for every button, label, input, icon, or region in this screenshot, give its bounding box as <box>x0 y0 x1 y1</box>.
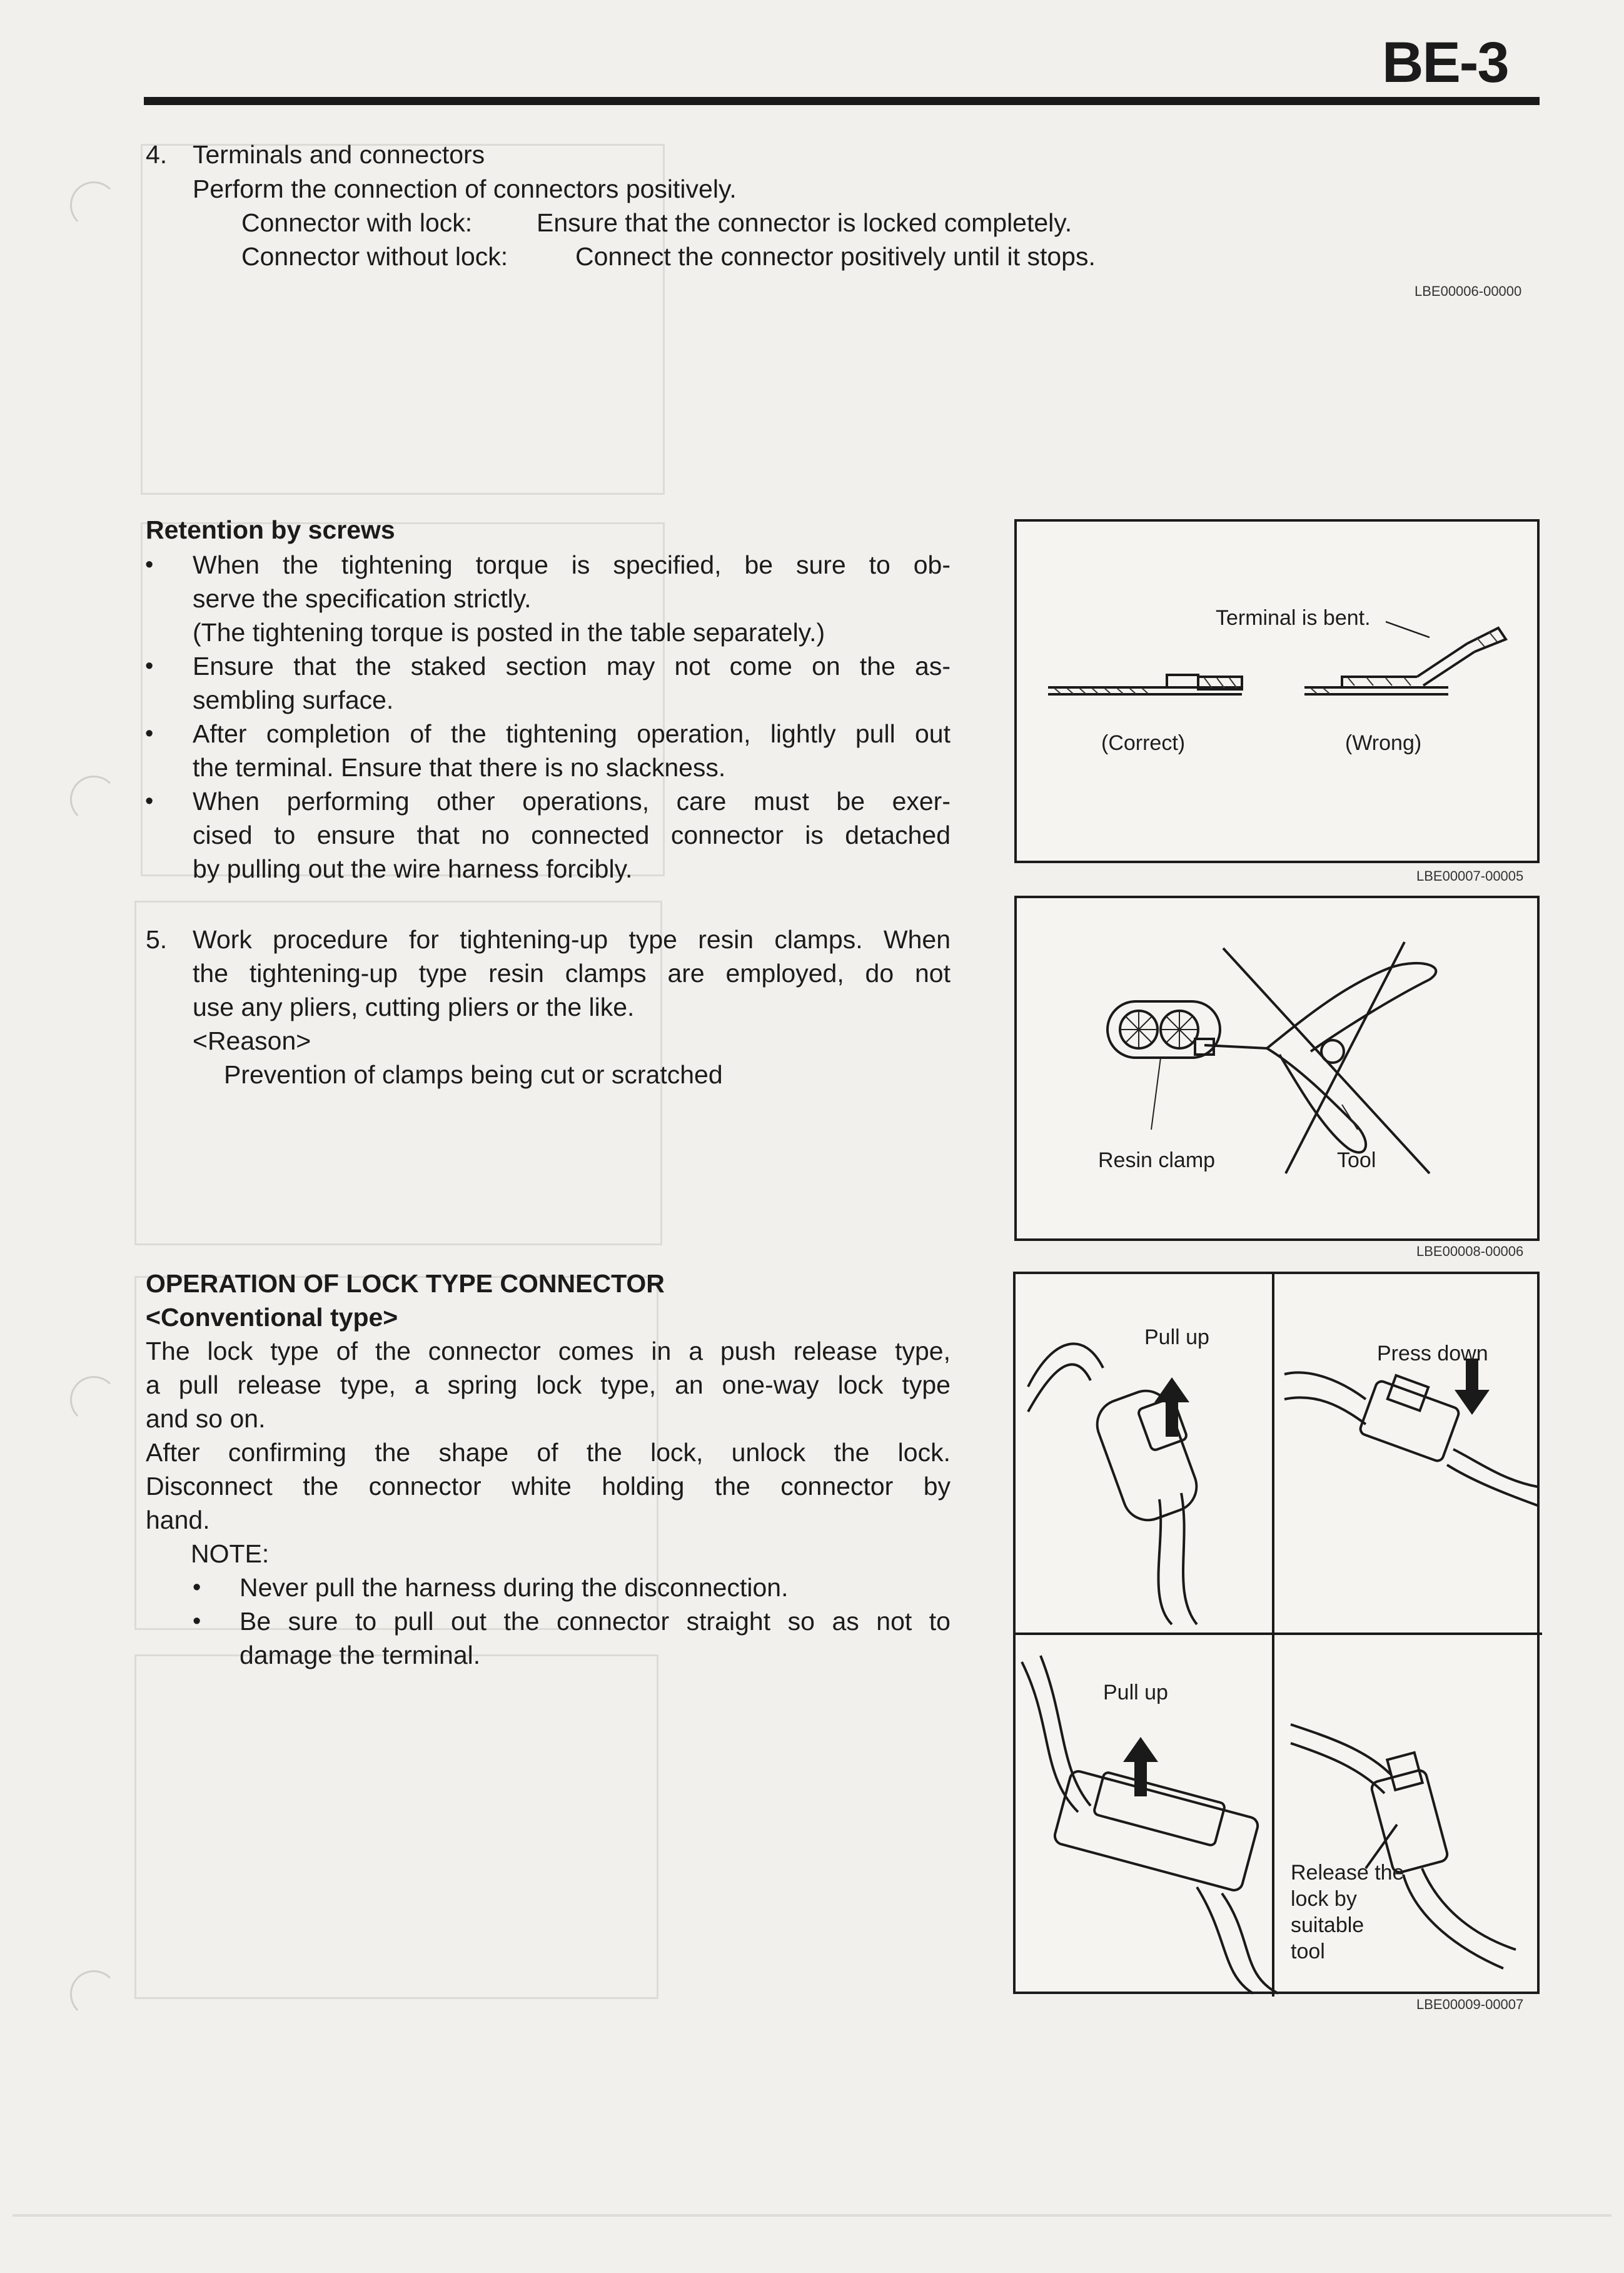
retention-b1-l2: serve the specification strictly. <box>193 584 532 613</box>
binder-hole <box>70 181 118 229</box>
lock-p2-l2: Disconnect the connector white holding the connector by <box>146 1472 951 1501</box>
show-through-frame <box>134 1654 658 1999</box>
section-5-number: 5. <box>146 925 168 954</box>
binder-hole <box>70 1970 118 2018</box>
retention-b2-l1: Ensure that the staked section may not come on the as- <box>193 652 951 681</box>
reason-label: <Reason> <box>193 1026 311 1055</box>
retention-b1-l3: (The tightening torque is posted in the table separately.) <box>193 618 825 647</box>
section-4-number: 4. <box>146 140 168 169</box>
lock-p1-l2: a pull release type, a spring lock type, an one-way lock type <box>146 1370 951 1399</box>
scan-edge <box>13 2214 1611 2217</box>
reason-text: Prevention of clamps being cut or scratched <box>224 1060 723 1089</box>
section-4-line1: Perform the connection of connectors positively. <box>193 175 737 203</box>
retention-b3-l2: the terminal. Ensure that there is no slackness. <box>193 753 726 782</box>
connector-with-lock-label: Connector with lock: <box>241 208 473 237</box>
figure-terminal-bent <box>1014 519 1540 863</box>
retention-heading: Retention by screws <box>146 515 395 544</box>
retention-b1-l1: When the tightening torque is specified, be sure to ob- <box>193 550 951 579</box>
note-2-l1: Be sure to pull out the connector straight so as not to <box>240 1607 951 1636</box>
lock-p1-l1: The lock type of the connector comes in a push release type, <box>146 1337 951 1365</box>
connector-without-lock-label: Connector without lock: <box>241 242 508 271</box>
figure-code: LBE00009-00007 <box>1416 1997 1524 2012</box>
release-lock-label: tool <box>1291 1940 1325 1963</box>
lock-heading: OPERATION OF LOCK TYPE CONNECTOR <box>146 1269 665 1298</box>
section-5-l2: the tightening-up type resin clamps are employed, do not <box>193 959 951 988</box>
tool-label: Tool <box>1337 1148 1376 1172</box>
figure-code: LBE00007-00005 <box>1416 868 1524 884</box>
section-5-l3: use any pliers, cutting pliers or the like. <box>193 993 635 1021</box>
bullet: • <box>145 788 154 814</box>
connector-with-lock-text: Ensure that the connector is locked completely. <box>537 208 1072 237</box>
figure-code: LBE00008-00006 <box>1416 1243 1524 1259</box>
resin-clamp-label: Resin clamp <box>1098 1148 1216 1172</box>
note-1: Never pull the harness during the disconnection. <box>240 1573 789 1602</box>
figure-code: LBE00006-00000 <box>1415 283 1522 299</box>
bullet: • <box>145 721 154 747</box>
lock-p2-l3: hand. <box>146 1506 210 1534</box>
bullet: • <box>193 1574 201 1601</box>
binder-hole <box>70 1376 118 1424</box>
figure-lock-connectors <box>1013 1272 1540 1994</box>
binder-hole <box>70 776 118 823</box>
bullet: • <box>145 653 154 679</box>
note-2-l2: damage the terminal. <box>240 1641 481 1669</box>
retention-b3-l1: After completion of the tightening operation, lightly pull out <box>193 719 951 748</box>
retention-b4-l1: When performing other operations, care must be exer- <box>193 787 951 816</box>
bullet: • <box>145 552 154 578</box>
release-lock-label: lock by <box>1291 1887 1357 1911</box>
terminal-bent-label: Terminal is bent. <box>1216 606 1371 630</box>
wrong-label: (Wrong) <box>1345 731 1422 755</box>
release-lock-label: Release the <box>1291 1861 1405 1885</box>
section-5-l1: Work procedure for tightening-up type resin clamps. When <box>193 925 951 954</box>
retention-b4-l3: by pulling out the wire harness forcibly. <box>193 854 633 883</box>
lock-connector-illustration <box>1016 1274 1542 1997</box>
connector-without-lock-text: Connect the connector positively until it stops. <box>575 242 1096 271</box>
release-lock-label: suitable <box>1291 1913 1364 1937</box>
correct-label: (Correct) <box>1101 731 1186 755</box>
lock-p1-l3: and so on. <box>146 1404 266 1433</box>
section-4-title: Terminals and connectors <box>193 140 485 169</box>
figure-resin-clamp <box>1014 896 1540 1241</box>
lock-p2-l1: After confirming the shape of the lock, unlock the lock. <box>146 1438 951 1467</box>
press-down-label: Press down <box>1377 1342 1488 1365</box>
note-label: NOTE: <box>191 1539 270 1568</box>
page-id: BE-3 <box>1382 31 1508 94</box>
lock-subheading: <Conventional type> <box>146 1303 398 1332</box>
terminal-illustration <box>1017 522 1542 866</box>
header-rule <box>144 97 1540 105</box>
resin-clamp-illustration <box>1017 898 1542 1243</box>
bullet: • <box>193 1608 201 1634</box>
pull-up-label: Pull up <box>1103 1681 1168 1704</box>
pull-up-label: Pull up <box>1144 1325 1209 1349</box>
retention-b2-l2: sembling surface. <box>193 686 394 714</box>
retention-b4-l2: cised to ensure that no connected connector is detached <box>193 821 951 849</box>
